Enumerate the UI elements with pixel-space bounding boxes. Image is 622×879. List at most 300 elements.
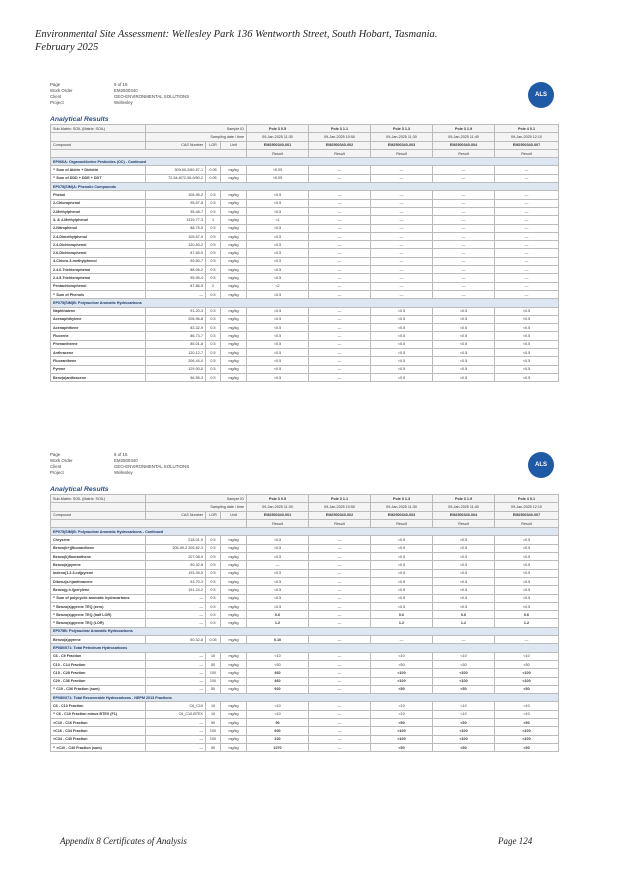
result-value: <100 — [433, 677, 495, 685]
table-row — [51, 636, 559, 644]
compound-name-text: >C10 - C40 Fraction (sum) — [56, 745, 102, 750]
lor-value: 0.5 — [206, 586, 221, 594]
table-row — [51, 669, 559, 677]
lab-id: EM2500340-002 — [309, 141, 371, 149]
result-value: <0.5 — [371, 349, 433, 357]
group-header: EP066A: Organochlorine Pesticides (OC) - Continued — [51, 158, 559, 166]
result-value: <0.5 — [433, 315, 495, 323]
result-value: — — [495, 232, 559, 240]
unit-value: mg/kg — [221, 561, 247, 569]
result-value: — — [371, 241, 433, 249]
cas-number: 95-95-4 — [146, 274, 206, 282]
cas-number: 205-99-2 205-82-3 — [146, 544, 206, 552]
lor-value: 0.5 — [206, 569, 221, 577]
lor-value: 10 — [206, 702, 221, 710]
result-value: <50 — [433, 685, 495, 693]
group-header: EP080/071: Total Recoverable Hydrocarbons - NEPM 2013 Fractions — [51, 694, 559, 702]
lor-value: 50 — [206, 685, 221, 693]
result-value: <100 — [495, 727, 559, 735]
result-value: <0.5 — [495, 307, 559, 315]
lor-value: 0.5 — [206, 619, 221, 627]
result-value: <0.5 — [247, 594, 309, 602]
meta-label: Work Order — [50, 458, 73, 463]
compound-name-text: Sum of Phenols — [56, 292, 85, 297]
result-value: <100 — [495, 677, 559, 685]
table-row — [51, 677, 559, 685]
compound-name — [51, 636, 146, 644]
result-value: — — [309, 743, 371, 751]
unit-value: mg/kg — [221, 660, 247, 668]
lor-value: 0.5 — [206, 199, 221, 207]
result-value: — — [309, 307, 371, 315]
lor-value: 0.5 — [206, 191, 221, 199]
result-value: — — [309, 586, 371, 594]
compound-name-text: 2.4.5-Trichlorophenol — [53, 275, 91, 280]
result-value: <0.5 — [433, 536, 495, 544]
table-row — [51, 249, 559, 257]
result-value: <0.5 — [371, 315, 433, 323]
table-row — [51, 290, 559, 298]
result-value: <0.5 — [247, 324, 309, 332]
lor-value: 10 — [206, 710, 221, 718]
unit-value: mg/kg — [221, 373, 247, 381]
sum-marker: ^ — [53, 596, 57, 601]
compound-name-text: Benzo(a)pyrene TEQ (zero) — [56, 604, 104, 609]
result-label: Result — [247, 519, 309, 527]
result-value: <0.5 — [247, 257, 309, 265]
unit-value: mg/kg — [221, 669, 247, 677]
datetime-label: Sampling date / time — [146, 503, 247, 511]
cas-number: 105-67-9 — [146, 232, 206, 240]
compound-name-text: 2-Chlorophenol — [53, 201, 81, 206]
result-value: — — [433, 282, 495, 290]
compound-name — [51, 577, 146, 585]
lor-value: 100 — [206, 727, 221, 735]
result-value: — — [309, 727, 371, 735]
cas-number: — — [146, 602, 206, 610]
result-value: <0.5 — [433, 324, 495, 332]
compound-name-text: Sum of DDD + DDE + DDT — [56, 176, 102, 181]
result-value: <0.5 — [247, 553, 309, 561]
cas-number: 218-01-9 — [146, 536, 206, 544]
meta-value: 5 of 16 — [114, 82, 128, 87]
unit-value: mg/kg — [221, 536, 247, 544]
result-value: <0.5 — [495, 332, 559, 340]
result-value: <50 — [495, 743, 559, 751]
result-value: — — [309, 602, 371, 610]
results-table — [50, 124, 559, 382]
compound-name-text: >C34 - C40 Fraction — [53, 737, 88, 742]
result-value: <50 — [495, 719, 559, 727]
cas-number: — — [146, 594, 206, 602]
header-row-result — [51, 149, 559, 157]
lor-value: 0.5 — [206, 257, 221, 265]
result-value: <0.5 — [247, 569, 309, 577]
compound-name — [51, 569, 146, 577]
unit-value: mg/kg — [221, 685, 247, 693]
result-value: <50 — [433, 719, 495, 727]
table-row — [51, 727, 559, 735]
result-value: <0.5 — [247, 373, 309, 381]
result-value: — — [495, 224, 559, 232]
result-value: <0.5 — [247, 232, 309, 240]
unit-value: mg/kg — [221, 594, 247, 602]
result-value: <10 — [433, 710, 495, 718]
group-header-row — [51, 627, 559, 635]
result-value: <0.5 — [247, 332, 309, 340]
sample-date: 09-Jan-2025 11:30 — [371, 503, 433, 511]
unit-value: mg/kg — [221, 710, 247, 718]
result-value: <0.5 — [495, 602, 559, 610]
unit-value: mg/kg — [221, 602, 247, 610]
result-value: <10 — [433, 702, 495, 710]
result-value: <0.5 — [247, 224, 309, 232]
compound-name — [51, 652, 146, 660]
lab-id: EM2500340-001 — [247, 141, 309, 149]
lor-value: 0.5 — [206, 373, 221, 381]
compound-name-text: Sum of Aldrin + Dieldrin — [56, 168, 99, 173]
header-row-result — [51, 519, 559, 527]
result-label: Result — [309, 149, 371, 157]
unit-value: mg/kg — [221, 241, 247, 249]
cas-number: 86-73-7 — [146, 332, 206, 340]
table-row — [51, 685, 559, 693]
result-value: <50 — [371, 719, 433, 727]
result-value: <0.5 — [371, 340, 433, 348]
compound-name — [51, 166, 146, 174]
lor-value: 50 — [206, 719, 221, 727]
result-value: <0.5 — [495, 315, 559, 323]
meta-label: Client — [50, 464, 62, 469]
result-label: Result — [247, 149, 309, 157]
result-value: — — [309, 199, 371, 207]
report-page-1 — [50, 82, 558, 382]
sum-marker: ^ — [53, 604, 57, 609]
cas-number: 87-65-0 — [146, 249, 206, 257]
result-value: <0.5 — [433, 332, 495, 340]
compound-name — [51, 349, 146, 357]
result-value: <0.5 — [433, 602, 495, 610]
result-value: <100 — [433, 727, 495, 735]
compound-name-text: 3- & 4-Methylphenol — [53, 217, 89, 222]
sample-id: Pole 3 1.3 — [371, 495, 433, 503]
unit-value: mg/kg — [221, 315, 247, 323]
lor-value: 2 — [206, 282, 221, 290]
result-value: — — [433, 636, 495, 644]
table-row — [51, 266, 559, 274]
result-value: <100 — [371, 669, 433, 677]
result-value: — — [495, 249, 559, 257]
result-value: <0.5 — [495, 365, 559, 373]
cas-number: 1319-77-3 — [146, 216, 206, 224]
result-value: — — [433, 249, 495, 257]
compound-name-text: Acenaphthene — [53, 325, 79, 330]
result-value: <0.5 — [433, 544, 495, 552]
result-value: — — [309, 685, 371, 693]
result-value: <0.5 — [433, 340, 495, 348]
result-value: <0.5 — [495, 577, 559, 585]
sample-date: 09-Jan-2025 11:30 — [247, 503, 309, 511]
compound-name-text: C10 - C36 Fraction (sum) — [56, 687, 100, 692]
sample-date: 09-Jan-2025 10:50 — [309, 503, 371, 511]
result-value: — — [309, 166, 371, 174]
result-value: <0.5 — [247, 191, 309, 199]
table-row — [51, 710, 559, 718]
cas-number: — — [146, 743, 206, 751]
result-value: — — [371, 266, 433, 274]
compound-name — [51, 257, 146, 265]
result-value: <100 — [371, 677, 433, 685]
result-value: 920 — [247, 685, 309, 693]
result-value: — — [309, 660, 371, 668]
result-value: <0.5 — [495, 357, 559, 365]
result-value: — — [309, 611, 371, 619]
compound-name-text: Benzo(a)pyrene TEQ (LOR) — [56, 621, 104, 626]
lor-value: 50 — [206, 743, 221, 751]
compound-name-text: C6 - C10 Fraction minus BTEX (F1) — [56, 712, 118, 717]
result-value: <0.5 — [371, 536, 433, 544]
table-row — [51, 619, 559, 627]
meta-label: Page — [50, 452, 61, 457]
compound-name-text: 2-Nitrophenol — [53, 226, 77, 231]
compound-name — [51, 274, 146, 282]
compound-name-text: Benzo(a)pyrene — [53, 563, 81, 568]
result-value: <10 — [371, 652, 433, 660]
table-row — [51, 332, 559, 340]
cas-number: C6_C10 — [146, 702, 206, 710]
header-row-columns — [51, 141, 559, 149]
cas-number: 191-24-2 — [146, 586, 206, 594]
result-value: — — [371, 249, 433, 257]
lab-id: EM2500340-002 — [309, 511, 371, 519]
result-value: <0.5 — [247, 349, 309, 357]
result-value: 50 — [247, 719, 309, 727]
result-value: <0.5 — [433, 365, 495, 373]
cas-number: C6_C10-BTEX — [146, 710, 206, 718]
sample-date: 09-Jan-2025 12:10 — [495, 133, 559, 141]
group-header-row — [51, 158, 559, 166]
result-value: — — [433, 199, 495, 207]
header-row-columns — [51, 511, 559, 519]
result-value: <0.5 — [247, 586, 309, 594]
result-value: <0.5 — [433, 594, 495, 602]
result-value: 460 — [247, 677, 309, 685]
result-value: — — [309, 719, 371, 727]
unit-header: Unit — [221, 141, 247, 149]
als-logo-icon: ALS — [528, 82, 554, 108]
result-value: <0.5 — [495, 536, 559, 544]
result-value: — — [309, 191, 371, 199]
footer-appendix: Appendix 8 Certificates of Analysis — [60, 836, 187, 846]
result-value: <0.5 — [371, 594, 433, 602]
result-value: <0.5 — [247, 357, 309, 365]
unit-value: mg/kg — [221, 365, 247, 373]
result-value: — — [371, 282, 433, 290]
unit-value: mg/kg — [221, 544, 247, 552]
result-value: <0.5 — [495, 544, 559, 552]
compound-name-text: 2.6-Dichlorophenol — [53, 251, 87, 256]
unit-value: mg/kg — [221, 216, 247, 224]
unit-value: mg/kg — [221, 702, 247, 710]
group-header: EP075B: Polynuclear Aromatic Hydrocarbons — [51, 627, 559, 635]
result-value: — — [309, 357, 371, 365]
result-value: <0.5 — [247, 307, 309, 315]
result-value: <0.05 — [247, 166, 309, 174]
unit-value: mg/kg — [221, 257, 247, 265]
unit-value: mg/kg — [221, 569, 247, 577]
result-value: — — [433, 241, 495, 249]
result-value: <0.5 — [371, 561, 433, 569]
unit-value: mg/kg — [221, 290, 247, 298]
compound-name-text: Dibenz(a.h)anthracene — [53, 579, 93, 584]
lor-value: 0.5 — [206, 536, 221, 544]
meta-label: Project — [50, 100, 64, 105]
compound-name — [51, 677, 146, 685]
table-row — [51, 660, 559, 668]
cas-number: — — [146, 611, 206, 619]
sample-date: 09-Jan-2025 11:30 — [247, 133, 309, 141]
result-value: — — [371, 636, 433, 644]
compound-name — [51, 207, 146, 215]
result-value: <0.5 — [371, 324, 433, 332]
compound-name — [51, 544, 146, 552]
sample-id: Pole 3 1.1 — [309, 125, 371, 133]
result-value: <0.5 — [247, 577, 309, 585]
lor-value: 0.05 — [206, 174, 221, 182]
result-value: — — [309, 553, 371, 561]
compound-name-text: 2.4.6-Trichlorophenol — [53, 267, 91, 272]
lor-value: 0.5 — [206, 315, 221, 323]
lor-header: LOR — [206, 511, 221, 519]
result-value: — — [371, 199, 433, 207]
lor-value: 100 — [206, 677, 221, 685]
result-value: — — [371, 191, 433, 199]
lor-value: 0.05 — [206, 166, 221, 174]
table-row — [51, 365, 559, 373]
blank-cell — [51, 503, 146, 511]
result-value: — — [309, 241, 371, 249]
lor-value: 0.5 — [206, 307, 221, 315]
cas-number: 85-01-8 — [146, 340, 206, 348]
result-value: — — [309, 282, 371, 290]
group-header-row — [51, 528, 559, 536]
unit-header: Unit — [221, 511, 247, 519]
group-header-row — [51, 694, 559, 702]
result-value: — — [371, 257, 433, 265]
compound-name — [51, 224, 146, 232]
cas-number: — — [146, 719, 206, 727]
result-value: <0.5 — [247, 340, 309, 348]
table-row — [51, 207, 559, 215]
compound-name — [51, 536, 146, 544]
unit-value: mg/kg — [221, 611, 247, 619]
cas-number: 50-32-8 — [146, 561, 206, 569]
result-value: <10 — [495, 652, 559, 660]
compound-name — [51, 561, 146, 569]
compound-name — [51, 373, 146, 381]
result-value: 0.6 — [495, 611, 559, 619]
table-row — [51, 166, 559, 174]
meta-label: Page — [50, 82, 61, 87]
result-value: — — [309, 536, 371, 544]
result-value: — — [495, 166, 559, 174]
table-row — [51, 594, 559, 602]
result-value: <0.5 — [371, 365, 433, 373]
unit-value: mg/kg — [221, 332, 247, 340]
compound-name — [51, 710, 146, 718]
result-value: — — [371, 224, 433, 232]
compound-name-text: 2.4-Dichlorophenol — [53, 242, 87, 247]
result-value: — — [309, 332, 371, 340]
result-value: <0.5 — [433, 577, 495, 585]
unit-value: mg/kg — [221, 652, 247, 660]
compound-name — [51, 340, 146, 348]
unit-value: mg/kg — [221, 735, 247, 743]
compound-name-text: C6 - C9 Fraction — [53, 654, 82, 659]
result-value: — — [309, 594, 371, 602]
table-row — [51, 586, 559, 594]
cas-number: 95-48-7 — [146, 207, 206, 215]
lor-value: 0.5 — [206, 274, 221, 282]
table-row — [51, 602, 559, 610]
result-value: <1 — [247, 216, 309, 224]
cas-number: — — [146, 735, 206, 743]
result-value: — — [433, 266, 495, 274]
table-row — [51, 199, 559, 207]
compound-name — [51, 660, 146, 668]
result-value: — — [309, 274, 371, 282]
compound-name — [51, 307, 146, 315]
cas-number: 207-08-9 — [146, 553, 206, 561]
table-row — [51, 274, 559, 282]
header-row-samples — [51, 125, 559, 133]
meta-value: Wellesley — [114, 470, 133, 475]
unit-value: mg/kg — [221, 174, 247, 182]
result-value: — — [309, 702, 371, 710]
result-value: <2 — [247, 282, 309, 290]
compound-name — [51, 743, 146, 751]
cas-number: — — [146, 652, 206, 660]
section-title: Analytical Results — [50, 116, 109, 123]
result-value: <0.5 — [247, 274, 309, 282]
result-value: — — [495, 174, 559, 182]
blank-cell — [51, 133, 146, 141]
result-value: — — [371, 232, 433, 240]
sum-marker: ^ — [53, 745, 57, 750]
result-value: — — [309, 561, 371, 569]
unit-value: mg/kg — [221, 619, 247, 627]
result-value: <0.5 — [247, 365, 309, 373]
result-value: — — [309, 174, 371, 182]
cas-number: 309-00-2/60-57-1 — [146, 166, 206, 174]
result-value: <50 — [433, 743, 495, 751]
result-value: — — [309, 257, 371, 265]
cas-number: 53-70-3 — [146, 577, 206, 585]
sample-date: 09-Jan-2025 11:30 — [371, 133, 433, 141]
lor-value: 0.5 — [206, 207, 221, 215]
result-value: <0.5 — [247, 249, 309, 257]
compound-name — [51, 735, 146, 743]
lor-value: 0.5 — [206, 224, 221, 232]
cas-number: 120-12-7 — [146, 349, 206, 357]
unit-value: mg/kg — [221, 199, 247, 207]
unit-value: mg/kg — [221, 577, 247, 585]
compound-name — [51, 332, 146, 340]
table-row — [51, 224, 559, 232]
result-value: — — [495, 199, 559, 207]
table-row — [51, 324, 559, 332]
table-row — [51, 282, 559, 290]
